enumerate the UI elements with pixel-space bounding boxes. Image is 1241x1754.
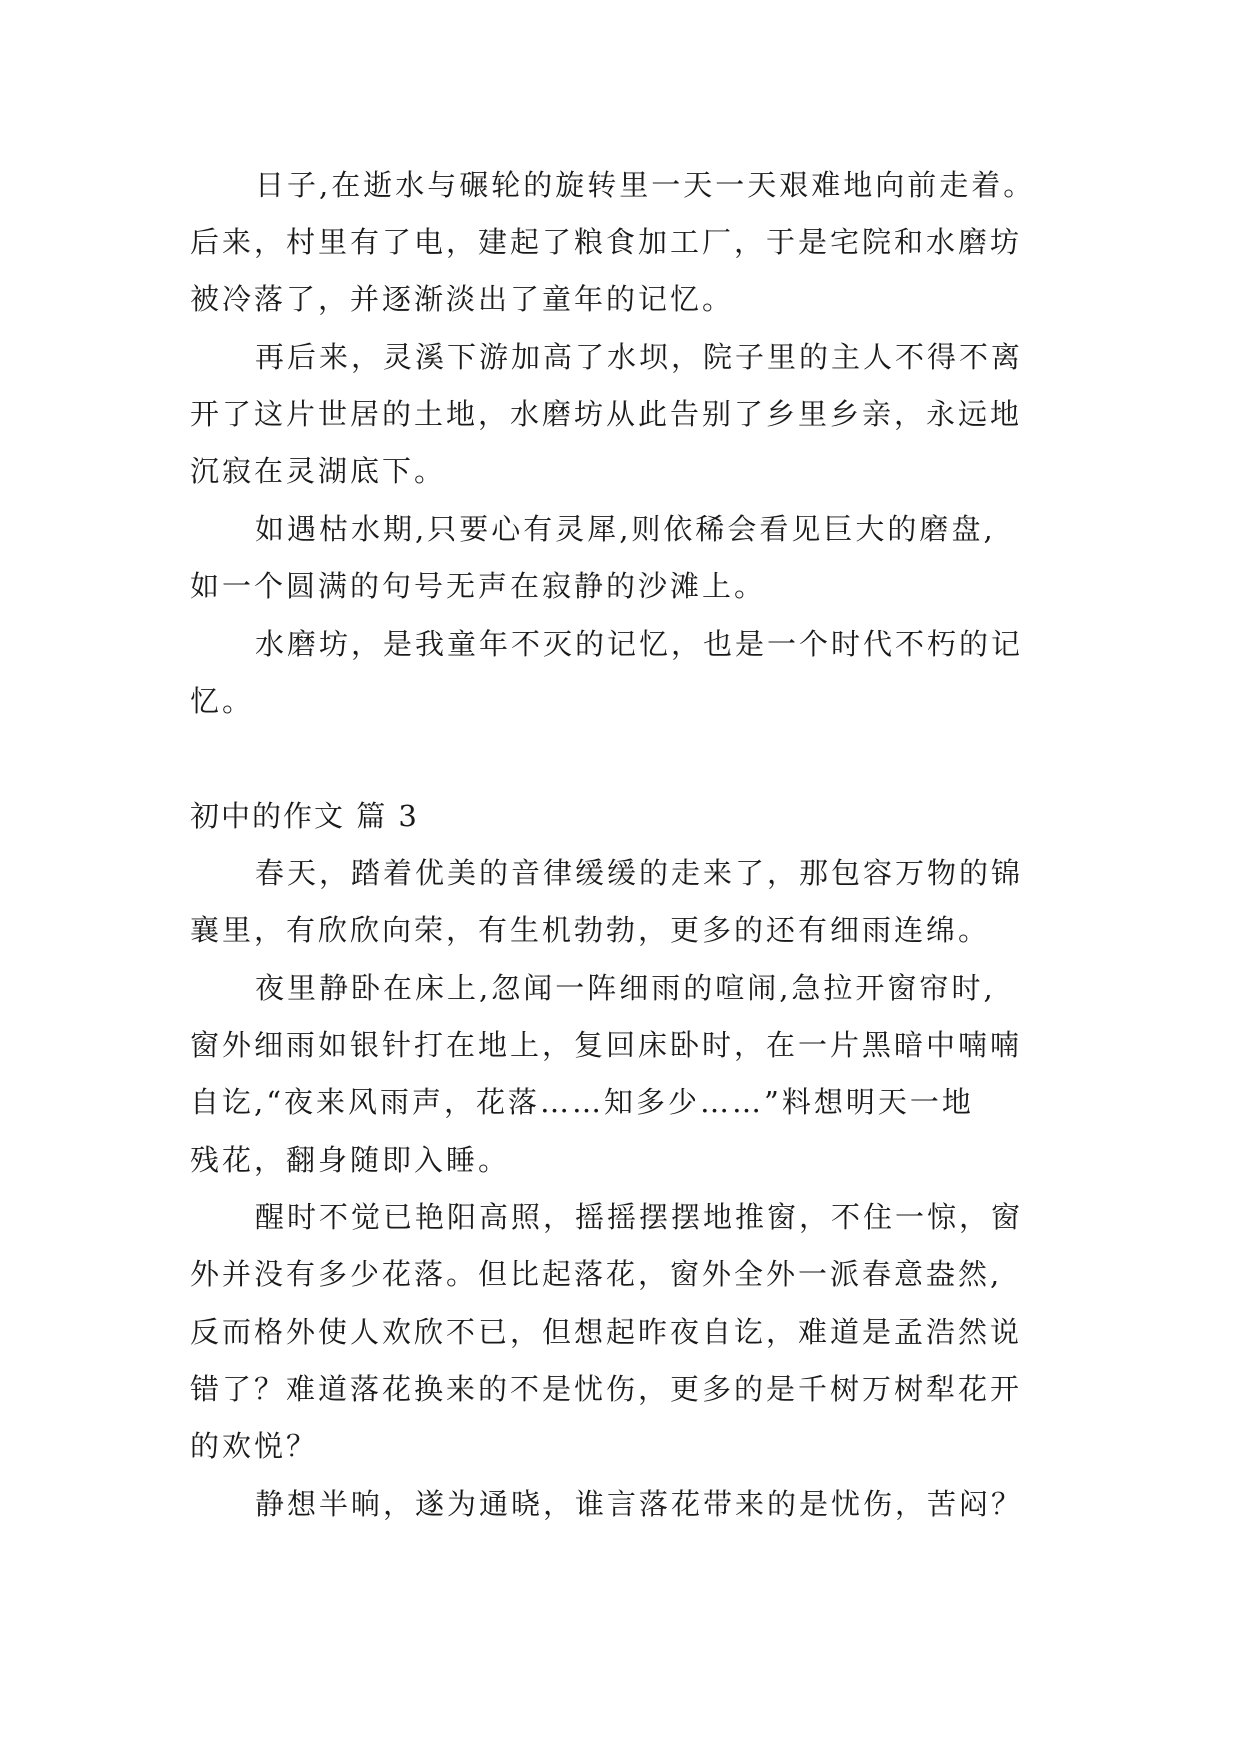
paragraph-line: 后来，村里有了电，建起了粮食加工厂，于是宅院和水磨坊 [190, 225, 1023, 259]
paragraph-line: 如一个圆满的句号无声在寂静的沙滩上。 [190, 569, 767, 603]
paragraph-line: 襄里，有欣欣向荣，有生机勃勃，更多的还有细雨连绵。 [190, 913, 991, 947]
paragraph-line: 外并没有多少花落。但比起落花，窗外全外一派春意盎然, [190, 1257, 1003, 1291]
paragraph-line: 错了？难道落花换来的不是忧伤，更多的是千树万树犁花开 [190, 1372, 1023, 1406]
paragraph-line: 日子,在逝水与碾轮的旋转里一天一天艰难地向前走着。 [255, 168, 1036, 202]
paragraph-line: 窗外细雨如银针打在地上，复回床卧时，在一片黑暗中喃喃 [190, 1028, 1023, 1062]
paragraph-line: 的欢悦？ [190, 1429, 319, 1463]
paragraph-line: 被冷落了，并逐渐淡出了童年的记忆。 [190, 282, 735, 316]
paragraph-line: 如遇枯水期,只要心有灵犀,则依稀会看见巨大的磨盘, [255, 512, 996, 546]
section-heading: 初中的作文 篇 3 [190, 799, 419, 833]
paragraph-line: 春天，踏着优美的音律缓缓的走来了，那包容万物的锦 [255, 856, 1024, 890]
paragraph-line: 自讫,“夜来风雨声，花落……知多少……”料想明天一地 [190, 1085, 974, 1119]
paragraph-line: 夜里静卧在床上,忽闻一阵细雨的喧闹,急拉开窗帘时, [255, 971, 996, 1005]
paragraph-line: 残花，翻身随即入睡。 [190, 1143, 511, 1177]
paragraph-line: 醒时不觉已艳阳高照，摇摇摆摆地推窗，不住一惊，窗 [255, 1200, 1024, 1234]
paragraph-line: 水磨坊，是我童年不灭的记忆，也是一个时代不朽的记 [255, 627, 1024, 661]
paragraph-line: 沉寂在灵湖底下。 [190, 454, 447, 488]
paragraph-line: 开了这片世居的土地，水磨坊从此告别了乡里乡亲，永远地 [190, 397, 1023, 431]
paragraph-line: 静想半晌，遂为通晓，谁言落花带来的是忧伤，苦闷？ [255, 1487, 1024, 1521]
paragraph-line: 再后来，灵溪下游加高了水坝，院子里的主人不得不离 [255, 340, 1024, 374]
paragraph-line: 忆。 [190, 684, 255, 718]
paragraph-line: 反而格外使人欢欣不已，但想起昨夜自讫，难道是孟浩然说 [190, 1315, 1023, 1349]
